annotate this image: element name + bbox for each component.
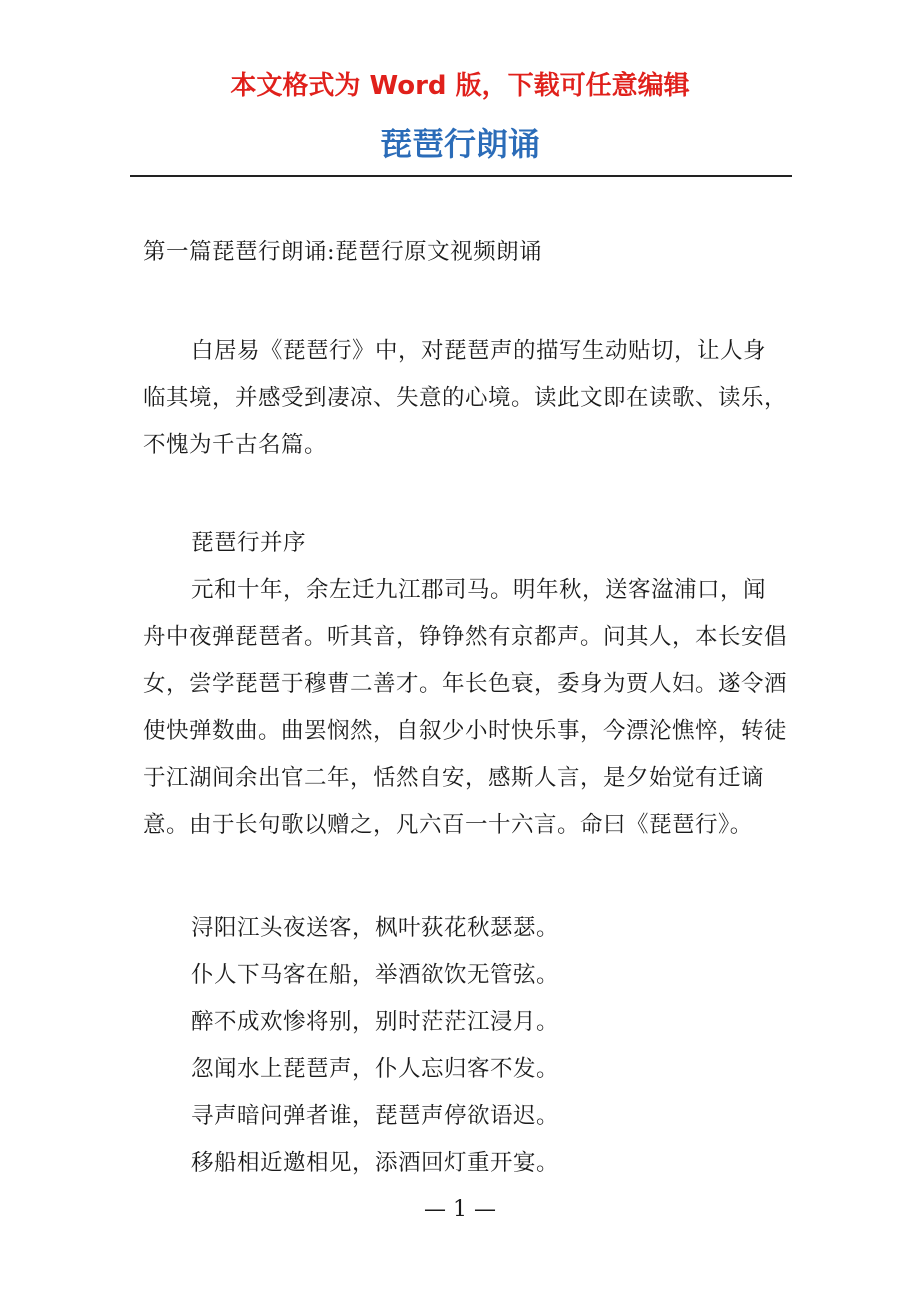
verse-line: 醉不成欢惨将别，别时茫茫江浸月。: [191, 1009, 560, 1035]
intro-paragraph: 白居易《琵琶行》中，对琵琶声的描写生动贴切，让人身临其境，并感受到凄凉、失意的心境。读此文即在读歌、读乐，不愧为千古名篇。: [143, 338, 788, 458]
format-notice-banner: 本文格式为 Word 版，下载可任意编辑: [230, 71, 690, 101]
poem-title: 琵琶行并序: [191, 530, 307, 556]
poem-verses: [143, 905, 788, 1187]
header-divider: [130, 175, 792, 177]
verse-line: 忽闻水上琵琶声，仆人忘归客不发。: [191, 1056, 560, 1082]
verse-line: 移船相近邀相见，添酒回灯重开宴。: [191, 1150, 560, 1176]
poem-preface: 元和十年，余左迁九江郡司马。明年秋，送客湓浦口，闻舟中夜弹琵琶者。听其音，铮铮然有京都声。问其人，本长安倡女，尝学琵琶于穆曹二善才。年长色衰，委身为贾人妇。遂令酒使快弹数曲。曲罢悯然，自叙少小时快乐事，今漂沦憔悴，转徒于江湖间余出官二年，恬然自安，感斯人言，是夕始觉有迁谪意。由于长句歌以赠之，凡六百一十六言。命曰《琵琶行》。: [143, 577, 788, 838]
verse-line: 浔阳江头夜送客，枫叶荻花秋瑟瑟。: [191, 915, 560, 941]
page-number: — 1 —: [424, 1197, 496, 1222]
verse-line: 仆人下马客在船，举酒欲饮无管弦。: [191, 962, 560, 988]
document-title: 琵琶行朗诵: [379, 125, 540, 163]
section-heading: 第一篇琵琶行朗诵:琵琶行原文视频朗诵: [143, 239, 543, 265]
verse-line: 寻声暗问弹者谁，琵琶声停欲语迟。: [191, 1103, 560, 1129]
